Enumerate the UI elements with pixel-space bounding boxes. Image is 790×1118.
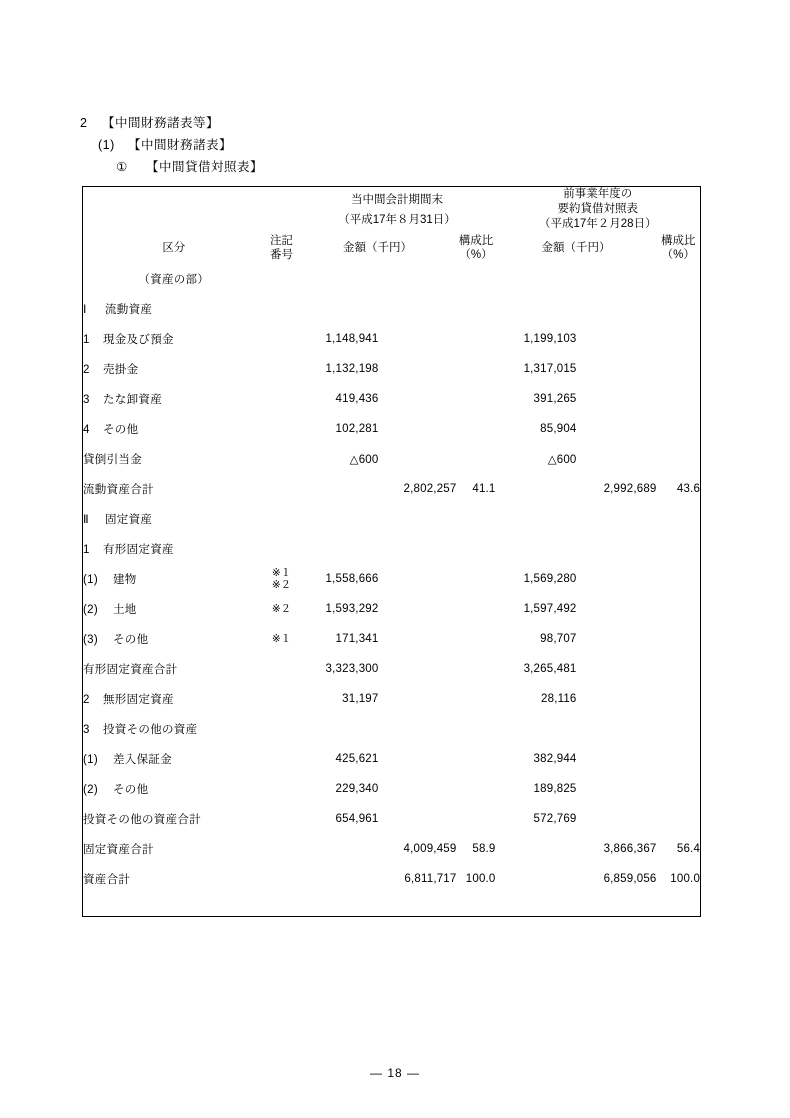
row-note-number (265, 594, 299, 624)
current-detail-amount: 425,621 (335, 753, 379, 765)
prior-detail-amount (496, 894, 577, 916)
table-row (83, 384, 701, 414)
row-label (83, 414, 265, 444)
current-total-amount (379, 324, 457, 354)
current-ratio (457, 744, 496, 774)
current-ratio (457, 444, 496, 474)
page-number: — 18 — (369, 1066, 420, 1080)
row-label (83, 564, 265, 594)
heading-level-2 (80, 134, 700, 156)
current-detail-amount: △600 (349, 454, 379, 466)
current-ratio: 58.9 (472, 843, 496, 855)
row-label-text: その他 (113, 784, 149, 796)
current-ratio (457, 684, 496, 714)
table-row (83, 894, 701, 916)
current-detail-amount (299, 714, 379, 744)
row-note-number (265, 414, 299, 444)
prior-total-amount (577, 594, 657, 624)
current-detail-amount (299, 864, 379, 894)
current-detail-amount: 1,148,941 (325, 333, 379, 345)
row-label (83, 744, 265, 774)
row-note-number (265, 384, 299, 414)
current-ratio (457, 534, 496, 564)
heading-3-marker: ① (116, 160, 128, 174)
current-ratio (457, 504, 496, 534)
row-label-text: 固定資産合計 (83, 844, 154, 856)
prior-ratio (657, 714, 701, 744)
table-row (83, 414, 701, 444)
heading-2-text: 【中間財務諸表】 (128, 138, 233, 152)
prior-total-amount (577, 294, 657, 324)
prior-ratio (657, 774, 701, 804)
current-period-line1: 当中間会計期間末 (351, 193, 444, 206)
row-marker: 1 (83, 544, 90, 556)
prior-detail-amount: 572,769 (533, 813, 577, 825)
current-ratio (457, 564, 496, 594)
row-marker: Ⅱ (83, 514, 89, 526)
prior-detail-amount (496, 714, 577, 744)
header-row-periods (83, 187, 701, 233)
row-label-text: 流動資産 (105, 304, 153, 316)
current-detail-amount: 1,558,666 (325, 573, 379, 585)
table-row (83, 654, 701, 684)
prior-detail-amount (496, 834, 577, 864)
row-note-number (265, 354, 299, 384)
current-total-amount (379, 294, 457, 324)
row-note-number (265, 474, 299, 504)
prior-ratio (657, 444, 701, 474)
prior-total-amount (577, 534, 657, 564)
table-row (83, 324, 701, 354)
row-label (83, 324, 265, 354)
row-label-text: その他 (113, 634, 149, 646)
row-label (83, 504, 265, 534)
row-marker: 3 (83, 724, 90, 736)
prior-detail-amount (496, 474, 577, 504)
row-label-text: 売掛金 (103, 364, 139, 376)
current-total-amount (379, 894, 457, 916)
current-total-amount (379, 624, 457, 654)
row-marker: 2 (83, 694, 90, 706)
current-ratio (457, 414, 496, 444)
heading-1-marker: 2 (80, 116, 88, 130)
header-current-period (299, 187, 496, 233)
current-total-amount: 4,009,459 (403, 843, 457, 855)
current-total-amount (379, 774, 457, 804)
current-detail-amount (299, 264, 379, 294)
row-label-text: たな卸資産 (103, 394, 162, 406)
prior-ratio (657, 624, 701, 654)
row-label-text: 流動資産合計 (83, 484, 154, 496)
table-row (83, 744, 701, 774)
prior-ratio (657, 384, 701, 414)
prior-total-amount (577, 654, 657, 684)
current-detail-amount: 654,961 (335, 813, 379, 825)
prior-total-amount (577, 624, 657, 654)
prior-detail-amount: 1,569,280 (523, 573, 577, 585)
prior-ratio (657, 294, 701, 324)
row-label (83, 804, 265, 834)
row-label (83, 474, 265, 504)
prior-detail-amount (496, 264, 577, 294)
prior-total-amount: 2,992,689 (603, 483, 657, 495)
prior-ratio (657, 264, 701, 294)
current-detail-amount: 229,340 (335, 783, 379, 795)
table-row (83, 624, 701, 654)
note-marker: ※１ (271, 633, 292, 645)
prior-detail-amount: 85,904 (540, 423, 577, 435)
current-total-amount (379, 354, 457, 384)
current-detail-amount (299, 474, 379, 504)
current-ratio: 41.1 (472, 483, 496, 495)
note-marker: ※２ (271, 579, 292, 591)
current-detail-amount (299, 834, 379, 864)
heading-2-marker: (1) (98, 138, 115, 152)
prior-detail-amount: 189,825 (533, 783, 577, 795)
header-col-amount-current: 金額（千円） (343, 241, 412, 254)
header-prior-period (496, 187, 701, 233)
current-detail-amount: 102,281 (335, 423, 379, 435)
current-ratio (457, 264, 496, 294)
row-label (83, 264, 265, 294)
row-label-text: 差入保証金 (113, 754, 172, 766)
current-detail-amount (299, 504, 379, 534)
current-detail-amount: 171,341 (335, 633, 379, 645)
prior-ratio (657, 504, 701, 534)
current-ratio (457, 594, 496, 624)
prior-detail-amount (496, 534, 577, 564)
header-col-ratio-prior (657, 232, 701, 264)
current-total-amount (379, 804, 457, 834)
row-note-number (265, 324, 299, 354)
row-note-number (265, 864, 299, 894)
current-ratio (457, 354, 496, 384)
prior-detail-amount (496, 294, 577, 324)
header-col-note (265, 232, 299, 264)
header-col-category: 区分 (162, 241, 186, 254)
prior-total-amount (577, 804, 657, 834)
prior-detail-amount: 1,317,015 (523, 363, 577, 375)
row-label (83, 774, 265, 804)
prior-total-amount (577, 384, 657, 414)
prior-total-amount (577, 414, 657, 444)
current-total-amount (379, 534, 457, 564)
prior-ratio: 56.4 (676, 843, 701, 855)
prior-ratio (657, 654, 701, 684)
prior-total-amount (577, 444, 657, 474)
row-label (83, 654, 265, 684)
current-detail-amount: 419,436 (335, 393, 379, 405)
row-note-number (265, 624, 299, 654)
row-label-text: （資産の部） (138, 274, 210, 286)
prior-period-line2: 要約貸借対照表 (557, 203, 639, 215)
current-detail-amount: 31,197 (342, 693, 379, 705)
current-detail-amount: 1,132,198 (325, 363, 379, 375)
note-marker: ※１ (271, 567, 292, 579)
prior-period-line1: 前事業年度の (563, 188, 633, 200)
row-note-number (265, 834, 299, 864)
row-note-number (265, 294, 299, 324)
prior-detail-amount: 28,116 (541, 693, 577, 705)
prior-total-amount (577, 714, 657, 744)
prior-detail-amount: 1,597,492 (523, 603, 577, 615)
row-note-number (265, 534, 299, 564)
row-marker: 3 (83, 394, 90, 406)
row-label-text: 固定資産 (105, 514, 153, 526)
prior-total-amount (577, 744, 657, 774)
table-row (83, 354, 701, 384)
current-period-line2: （平成17年８月31日） (338, 213, 456, 226)
current-total-amount (379, 384, 457, 414)
table-body (83, 264, 701, 916)
current-total-amount (379, 654, 457, 684)
row-note-number (265, 804, 299, 834)
current-ratio (457, 384, 496, 414)
row-label-text: 現金及び預金 (103, 334, 174, 346)
header-col-ratio-current-line1: 構成比 (458, 235, 494, 247)
current-ratio (457, 294, 496, 324)
prior-ratio (657, 534, 701, 564)
table-row (83, 564, 701, 594)
row-note-number (265, 774, 299, 804)
table-row (83, 504, 701, 534)
section-headings (80, 112, 700, 178)
row-marker: (1) (83, 574, 98, 586)
prior-detail-amount: 98,707 (540, 633, 577, 645)
row-label (83, 624, 265, 654)
row-marker: (1) (83, 754, 98, 766)
row-label (83, 294, 265, 324)
header-col-note-line1: 注記 (270, 235, 293, 247)
prior-ratio (657, 894, 701, 916)
current-total-amount (379, 714, 457, 744)
prior-ratio (657, 744, 701, 774)
row-note-number (265, 744, 299, 774)
prior-ratio (657, 564, 701, 594)
row-label-text: 土地 (113, 604, 137, 616)
table-row (83, 684, 701, 714)
row-note-number (265, 684, 299, 714)
row-label (83, 534, 265, 564)
row-note-number (265, 894, 299, 916)
current-total-amount (379, 564, 457, 594)
prior-detail-amount (496, 864, 577, 894)
current-detail-amount: 3,323,300 (325, 663, 379, 675)
current-total-amount (379, 264, 457, 294)
row-note-number (265, 714, 299, 744)
heading-level-1 (80, 112, 700, 134)
row-note-number (265, 564, 299, 594)
table-row (83, 264, 701, 294)
prior-total-amount (577, 564, 657, 594)
prior-detail-amount (496, 504, 577, 534)
prior-detail-amount: △600 (547, 454, 577, 466)
row-label (83, 714, 265, 744)
current-ratio (457, 894, 496, 916)
table-row (83, 834, 701, 864)
row-note-number (265, 504, 299, 534)
prior-total-amount (577, 324, 657, 354)
table-row (83, 774, 701, 804)
row-label (83, 594, 265, 624)
prior-ratio (657, 804, 701, 834)
row-marker: (2) (83, 604, 98, 616)
current-total-amount: 6,811,717 (404, 873, 457, 885)
prior-total-amount: 3,866,367 (603, 843, 657, 855)
table-row (83, 864, 701, 894)
current-total-amount (379, 594, 457, 624)
row-label (83, 444, 265, 474)
current-ratio (457, 324, 496, 354)
current-ratio (457, 714, 496, 744)
current-ratio (457, 624, 496, 654)
table-header (83, 187, 701, 265)
prior-ratio: 43.6 (676, 483, 701, 495)
prior-total-amount (577, 684, 657, 714)
table-row (83, 714, 701, 744)
row-label-text: 有形固定資産合計 (83, 664, 178, 676)
table-row (83, 804, 701, 834)
prior-total-amount: 6,859,056 (603, 873, 657, 885)
prior-period-line3: （平成17年２月28日） (538, 218, 657, 230)
current-ratio (457, 654, 496, 684)
balance-sheet-table (82, 186, 701, 917)
header-col-note-line2: 番号 (270, 249, 293, 261)
current-total-amount (379, 744, 457, 774)
current-total-amount (379, 444, 457, 474)
prior-ratio (657, 414, 701, 444)
row-marker: (3) (83, 634, 98, 646)
prior-detail-amount: 391,265 (533, 393, 577, 405)
current-ratio (457, 774, 496, 804)
row-label-text: 無形固定資産 (103, 694, 174, 706)
row-marker: 1 (83, 334, 90, 346)
prior-ratio: 100.0 (670, 873, 701, 885)
row-label-text: 投資その他の資産合計 (83, 814, 201, 826)
table-row (83, 294, 701, 324)
note-marker: ※２ (271, 603, 292, 615)
prior-ratio (657, 324, 701, 354)
row-label-text: その他 (103, 424, 139, 436)
heading-3-text: 【中間貸借対照表】 (146, 160, 264, 174)
row-marker: 2 (83, 364, 90, 376)
row-marker: 4 (83, 424, 90, 436)
prior-total-amount (577, 354, 657, 384)
header-col-amount-prior: 金額（千円） (541, 241, 611, 254)
prior-total-amount (577, 774, 657, 804)
header-blank-note (265, 187, 299, 233)
table-row (83, 534, 701, 564)
current-detail-amount: 1,593,292 (325, 603, 379, 615)
row-note-number (265, 264, 299, 294)
current-total-amount (379, 504, 457, 534)
prior-total-amount (577, 504, 657, 534)
heading-level-3 (80, 156, 700, 178)
prior-detail-amount: 3,265,481 (523, 663, 577, 675)
current-ratio: 100.0 (465, 873, 496, 885)
table-row (83, 594, 701, 624)
prior-total-amount (577, 894, 657, 916)
row-label (83, 384, 265, 414)
current-total-amount (379, 414, 457, 444)
row-note-number (265, 444, 299, 474)
current-ratio (457, 804, 496, 834)
header-blank-category (83, 187, 265, 233)
current-detail-amount (299, 294, 379, 324)
row-label (83, 834, 265, 864)
header-col-ratio-current (457, 232, 496, 264)
header-col-ratio-current-line2: （%） (459, 249, 493, 261)
prior-detail-amount: 1,199,103 (523, 333, 577, 345)
header-col-ratio-prior-line1: 構成比 (661, 235, 696, 247)
row-label-text: 資産合計 (83, 874, 131, 886)
row-label-text: 建物 (113, 574, 137, 586)
row-label (83, 894, 265, 916)
table-row (83, 444, 701, 474)
row-label (83, 684, 265, 714)
heading-1-text: 【中間財務諸表等】 (102, 116, 220, 130)
current-detail-amount (299, 894, 379, 916)
header-col-ratio-prior-line2: （%） (661, 249, 695, 261)
header-row-columns (83, 232, 701, 264)
row-label-text: 投資その他の資産 (103, 724, 198, 736)
row-note-number (265, 654, 299, 684)
row-marker: (2) (83, 784, 98, 796)
current-total-amount: 2,802,257 (403, 483, 457, 495)
prior-total-amount (577, 264, 657, 294)
prior-detail-amount: 382,944 (533, 753, 577, 765)
row-label (83, 354, 265, 384)
current-detail-amount (299, 534, 379, 564)
row-label-text: 貸倒引当金 (83, 454, 142, 466)
prior-ratio (657, 684, 701, 714)
prior-ratio (657, 594, 701, 624)
row-marker: Ⅰ (83, 304, 87, 316)
row-label-text: 有形固定資産 (103, 544, 174, 556)
prior-ratio (657, 354, 701, 384)
current-total-amount (379, 684, 457, 714)
row-label (83, 864, 265, 894)
table-row (83, 474, 701, 504)
